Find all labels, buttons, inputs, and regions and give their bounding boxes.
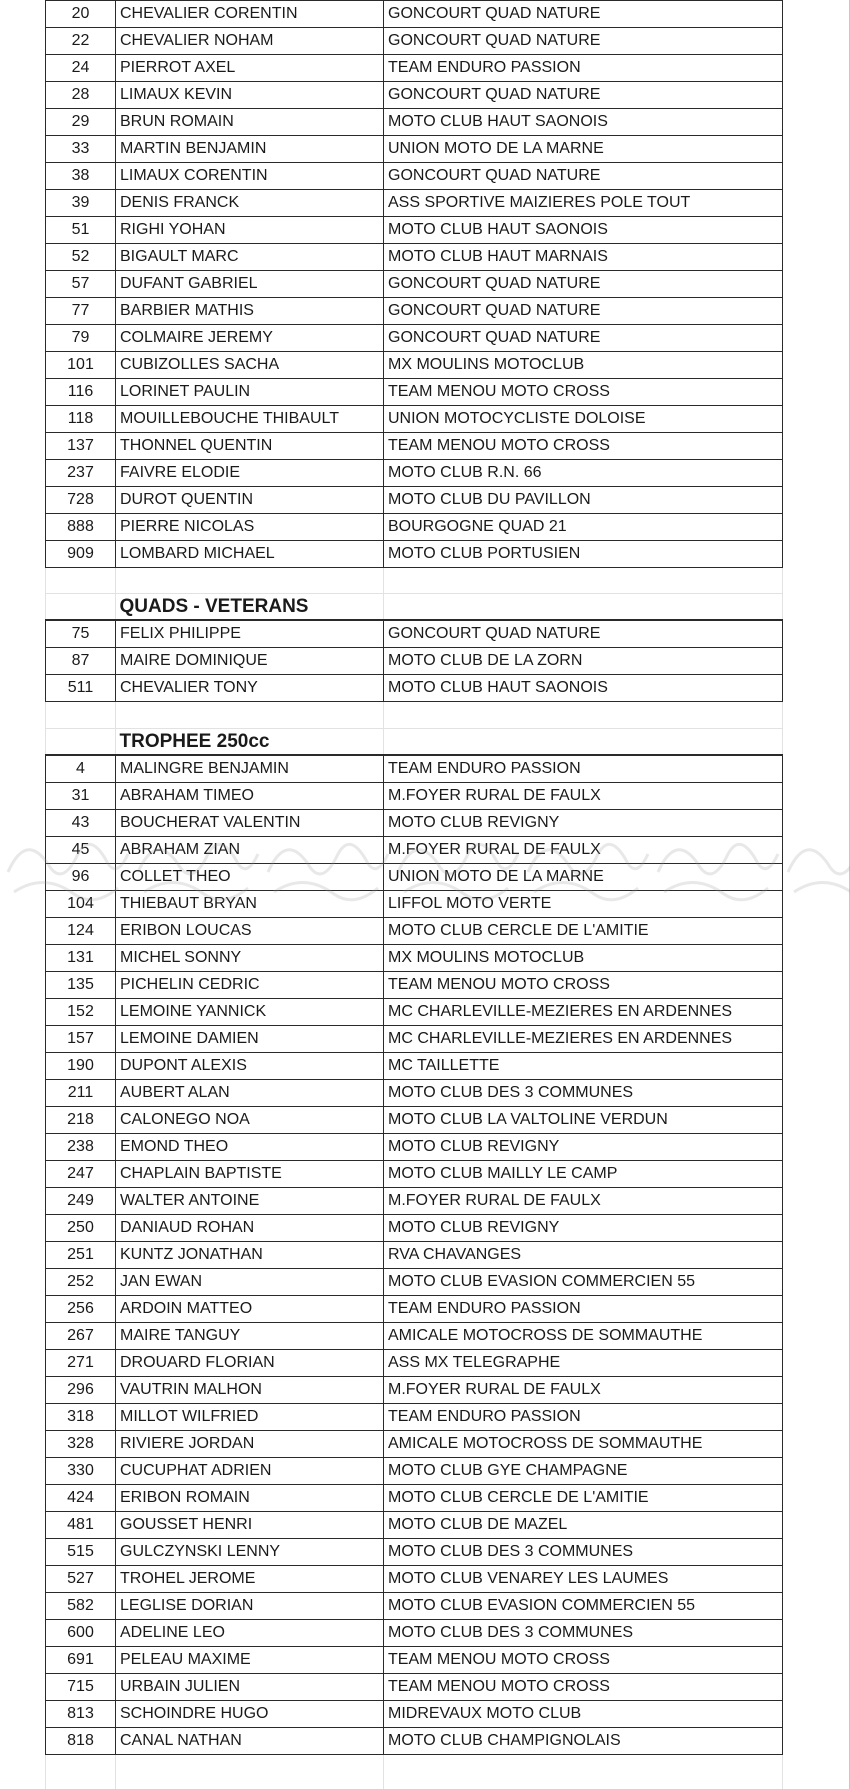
club-name-cell: TEAM MENOU MOTO CROSS [384, 433, 783, 460]
rider-number-cell: 527 [46, 1565, 116, 1592]
table-row [46, 1484, 783, 1511]
rider-name-cell: PIERROT AXEL [116, 55, 384, 82]
category-header-row [46, 594, 783, 620]
rider-number-cell: 249 [46, 1187, 116, 1214]
rider-name-cell: RIVIERE JORDAN [116, 1430, 384, 1457]
rider-name-cell: LIMAUX KEVIN [116, 82, 384, 109]
club-name-cell: MOTO CLUB DES 3 COMMUNES [384, 1619, 783, 1646]
table-row [46, 109, 783, 136]
table-row [46, 163, 783, 190]
rider-name-cell: MARTIN BENJAMIN [116, 136, 384, 163]
rider-number-cell: 252 [46, 1268, 116, 1295]
rider-name-cell: MOUILLEBOUCHE THIBAULT [116, 406, 384, 433]
rider-number-cell: 118 [46, 406, 116, 433]
rider-name-cell: LEMOINE YANNICK [116, 998, 384, 1025]
rider-number-cell: 271 [46, 1349, 116, 1376]
rider-name-cell: URBAIN JULIEN [116, 1673, 384, 1700]
rider-number-cell: 715 [46, 1673, 116, 1700]
rider-name-cell: BARBIER MATHIS [116, 298, 384, 325]
rider-name-cell: KUNTZ JONATHAN [116, 1241, 384, 1268]
club-name-cell: MOTO CLUB VENAREY LES LAUMES [384, 1565, 783, 1592]
rider-name-cell: ERIBON LOUCAS [116, 917, 384, 944]
club-name-cell: GONCOURT QUAD NATURE [384, 82, 783, 109]
rider-name-cell: MILLOT WILFRIED [116, 1403, 384, 1430]
rider-name-cell: RIGHI YOHAN [116, 217, 384, 244]
rider-number-cell: 247 [46, 1160, 116, 1187]
rider-number-cell: 75 [46, 620, 116, 648]
rider-number-cell: 728 [46, 487, 116, 514]
club-name-cell: MOTO CLUB EVASION COMMERCIEN 55 [384, 1268, 783, 1295]
rider-number-cell: 818 [46, 1727, 116, 1754]
table-row [46, 325, 783, 352]
rider-number-cell: 79 [46, 325, 116, 352]
rider-number-cell: 87 [46, 648, 116, 675]
table-row [46, 379, 783, 406]
table-row [46, 1241, 783, 1268]
table-row [46, 1457, 783, 1484]
club-name-cell: M.FOYER RURAL DE FAULX [384, 1376, 783, 1403]
table-row [46, 1214, 783, 1241]
table-row [46, 136, 783, 163]
table-row [46, 1133, 783, 1160]
club-name-cell: MC CHARLEVILLE-MEZIERES EN ARDENNES [384, 1025, 783, 1052]
rider-name-cell: CHAPLAIN BAPTISTE [116, 1160, 384, 1187]
club-name-cell: MOTO CLUB REVIGNY [384, 1214, 783, 1241]
rider-name-cell: BRUN ROMAIN [116, 109, 384, 136]
rider-name-cell: CUCUPHAT ADRIEN [116, 1457, 384, 1484]
rider-number-cell: 515 [46, 1538, 116, 1565]
rider-number-cell: 511 [46, 675, 116, 702]
rider-name-cell: SCHOINDRE HUGO [116, 1700, 384, 1727]
rider-number-cell: 24 [46, 55, 116, 82]
table-row [46, 541, 783, 568]
rider-name-cell: MALINGRE BENJAMIN [116, 755, 384, 783]
rider-number-cell: 251 [46, 1241, 116, 1268]
table-row [46, 1160, 783, 1187]
category-title: QUADS - VETERANS [116, 594, 384, 620]
rider-number-cell: 4 [46, 755, 116, 783]
rider-name-cell: COLLET THEO [116, 863, 384, 890]
table-row [46, 271, 783, 298]
table-row [46, 28, 783, 55]
empty-cell [46, 568, 116, 594]
rider-name-cell: CHEVALIER TONY [116, 675, 384, 702]
rider-name-cell: AUBERT ALAN [116, 1079, 384, 1106]
rider-name-cell: ABRAHAM ZIAN [116, 836, 384, 863]
empty-cell [46, 594, 116, 620]
club-name-cell: MOTO CLUB GYE CHAMPAGNE [384, 1457, 783, 1484]
rider-name-cell: BIGAULT MARC [116, 244, 384, 271]
rider-number-cell: 691 [46, 1646, 116, 1673]
rider-name-cell: LEMOINE DAMIEN [116, 1025, 384, 1052]
rider-name-cell: THONNEL QUENTIN [116, 433, 384, 460]
table-row [46, 1673, 783, 1700]
rider-name-cell: ABRAHAM TIMEO [116, 782, 384, 809]
rider-name-cell: ERIBON ROMAIN [116, 1484, 384, 1511]
rider-number-cell: 43 [46, 809, 116, 836]
rider-number-cell: 20 [46, 1, 116, 28]
club-name-cell: MX MOULINS MOTOCLUB [384, 944, 783, 971]
table-row [46, 809, 783, 836]
club-name-cell: M.FOYER RURAL DE FAULX [384, 836, 783, 863]
category-title: TROPHEE 250cc [116, 728, 384, 754]
rider-name-cell: MICHEL SONNY [116, 944, 384, 971]
table-row [46, 1106, 783, 1133]
club-name-cell: ASS MX TELEGRAPHE [384, 1349, 783, 1376]
rider-name-cell: LORINET PAULIN [116, 379, 384, 406]
club-name-cell: AMICALE MOTOCROSS DE SOMMAUTHE [384, 1322, 783, 1349]
rider-number-cell: 45 [46, 836, 116, 863]
club-name-cell: LIFFOL MOTO VERTE [384, 890, 783, 917]
club-name-cell: MOTO CLUB HAUT SAONOIS [384, 217, 783, 244]
table-row [46, 944, 783, 971]
rider-name-cell: DUPONT ALEXIS [116, 1052, 384, 1079]
table-row [46, 620, 783, 648]
rider-name-cell: CHEVALIER NOHAM [116, 28, 384, 55]
table-row [46, 782, 783, 809]
rider-number-cell: 256 [46, 1295, 116, 1322]
rider-number-cell: 600 [46, 1619, 116, 1646]
rider-number-cell: 190 [46, 1052, 116, 1079]
empty-cell [384, 594, 783, 620]
rider-name-cell: FAIVRE ELODIE [116, 460, 384, 487]
rider-number-cell: 28 [46, 82, 116, 109]
table-row [46, 298, 783, 325]
rider-number-cell: 124 [46, 917, 116, 944]
empty-cell [46, 702, 116, 728]
table-row [46, 1538, 783, 1565]
rider-number-cell: 57 [46, 271, 116, 298]
club-name-cell: TEAM MENOU MOTO CROSS [384, 1673, 783, 1700]
table-row [46, 217, 783, 244]
rider-name-cell: PELEAU MAXIME [116, 1646, 384, 1673]
rider-name-cell: EMOND THEO [116, 1133, 384, 1160]
club-name-cell: TEAM MENOU MOTO CROSS [384, 1646, 783, 1673]
table-row [46, 487, 783, 514]
club-name-cell: GONCOURT QUAD NATURE [384, 271, 783, 298]
club-name-cell: MOTO CLUB REVIGNY [384, 809, 783, 836]
rider-number-cell: 38 [46, 163, 116, 190]
table-row [46, 836, 783, 863]
club-name-cell: TEAM MENOU MOTO CROSS [384, 379, 783, 406]
table-row [46, 460, 783, 487]
watermark-swirl [788, 844, 850, 899]
table-row [46, 675, 783, 702]
rider-number-cell: 135 [46, 971, 116, 998]
rider-name-cell: PICHELIN CEDRIC [116, 971, 384, 998]
rider-number-cell: 137 [46, 433, 116, 460]
table-row [46, 1349, 783, 1376]
table-row [46, 514, 783, 541]
table-row [46, 1430, 783, 1457]
club-name-cell: RVA CHAVANGES [384, 1241, 783, 1268]
empty-cell [116, 568, 384, 594]
table-row [46, 1052, 783, 1079]
club-name-cell: MOTO CLUB DES 3 COMMUNES [384, 1079, 783, 1106]
empty-cell [46, 728, 116, 754]
club-name-cell: MOTO CLUB HAUT SAONOIS [384, 675, 783, 702]
rider-name-cell: CANAL NATHAN [116, 1727, 384, 1754]
club-name-cell: BOURGOGNE QUAD 21 [384, 514, 783, 541]
rider-number-cell: 96 [46, 863, 116, 890]
table-row [46, 1727, 783, 1754]
club-name-cell: MOTO CLUB DE MAZEL [384, 1511, 783, 1538]
rider-name-cell: MAIRE TANGUY [116, 1322, 384, 1349]
club-name-cell: MC TAILLETTE [384, 1052, 783, 1079]
club-name-cell: TEAM ENDURO PASSION [384, 55, 783, 82]
rider-name-cell: TROHEL JEROME [116, 1565, 384, 1592]
table-row [46, 82, 783, 109]
table-row [46, 1565, 783, 1592]
club-name-cell: MOTO CLUB HAUT MARNAIS [384, 244, 783, 271]
empty-cell [384, 568, 783, 594]
club-name-cell: TEAM MENOU MOTO CROSS [384, 971, 783, 998]
rider-number-cell: 237 [46, 460, 116, 487]
rider-name-cell: DENIS FRANCK [116, 190, 384, 217]
rider-number-cell: 29 [46, 109, 116, 136]
table-row [46, 433, 783, 460]
table-row [46, 648, 783, 675]
rider-name-cell: ARDOIN MATTEO [116, 1295, 384, 1322]
rider-name-cell: VAUTRIN MALHON [116, 1376, 384, 1403]
club-name-cell: GONCOURT QUAD NATURE [384, 163, 783, 190]
table-row [46, 406, 783, 433]
rider-name-cell: FELIX PHILIPPE [116, 620, 384, 648]
table-row [46, 1187, 783, 1214]
rider-number-cell: 328 [46, 1430, 116, 1457]
rider-number-cell: 152 [46, 998, 116, 1025]
table-row [46, 1295, 783, 1322]
club-name-cell: MOTO CLUB LA VALTOLINE VERDUN [384, 1106, 783, 1133]
rider-name-cell: DUROT QUENTIN [116, 487, 384, 514]
rider-name-cell: ADELINE LEO [116, 1619, 384, 1646]
rider-number-cell: 33 [46, 136, 116, 163]
table-row [46, 917, 783, 944]
rider-number-cell: 211 [46, 1079, 116, 1106]
club-name-cell: MOTO CLUB DES 3 COMMUNES [384, 1538, 783, 1565]
rider-number-cell: 330 [46, 1457, 116, 1484]
blank-row [46, 702, 783, 728]
club-name-cell: TEAM ENDURO PASSION [384, 1403, 783, 1430]
rider-number-cell: 101 [46, 352, 116, 379]
rider-name-cell: LEGLISE DORIAN [116, 1592, 384, 1619]
club-name-cell: GONCOURT QUAD NATURE [384, 325, 783, 352]
table-row [46, 55, 783, 82]
club-name-cell: MOTO CLUB REVIGNY [384, 1133, 783, 1160]
club-name-cell: MOTO CLUB DU PAVILLON [384, 487, 783, 514]
rider-number-cell: 218 [46, 1106, 116, 1133]
table-row [46, 1511, 783, 1538]
club-name-cell: M.FOYER RURAL DE FAULX [384, 1187, 783, 1214]
rider-name-cell: DROUARD FLORIAN [116, 1349, 384, 1376]
rider-name-cell: CHEVALIER CORENTIN [116, 1, 384, 28]
empty-cell [384, 702, 783, 728]
club-name-cell: UNION MOTOCYCLISTE DOLOISE [384, 406, 783, 433]
rider-number-cell: 296 [46, 1376, 116, 1403]
club-name-cell: MOTO CLUB CHAMPIGNOLAIS [384, 1727, 783, 1754]
rider-name-cell: WALTER ANTOINE [116, 1187, 384, 1214]
rider-name-cell: THIEBAUT BRYAN [116, 890, 384, 917]
table-row [46, 1700, 783, 1727]
table-row [46, 190, 783, 217]
table-row [46, 890, 783, 917]
rider-name-cell: CUBIZOLLES SACHA [116, 352, 384, 379]
rider-name-cell: LIMAUX CORENTIN [116, 163, 384, 190]
table-row [46, 1322, 783, 1349]
rider-name-cell: BOUCHERAT VALENTIN [116, 809, 384, 836]
rider-number-cell: 22 [46, 28, 116, 55]
club-name-cell: UNION MOTO DE LA MARNE [384, 863, 783, 890]
rider-number-cell: 157 [46, 1025, 116, 1052]
club-name-cell: GONCOURT QUAD NATURE [384, 620, 783, 648]
rider-name-cell: CALONEGO NOA [116, 1106, 384, 1133]
club-name-cell: MOTO CLUB EVASION COMMERCIEN 55 [384, 1592, 783, 1619]
rider-number-cell: 813 [46, 1700, 116, 1727]
table-row [46, 1376, 783, 1403]
rider-number-cell: 52 [46, 244, 116, 271]
rider-number-cell: 888 [46, 514, 116, 541]
table-row [46, 1619, 783, 1646]
rider-number-cell: 267 [46, 1322, 116, 1349]
rider-number-cell: 481 [46, 1511, 116, 1538]
table-row [46, 755, 783, 783]
rider-name-cell: MAIRE DOMINIQUE [116, 648, 384, 675]
rider-name-cell: GOUSSET HENRI [116, 1511, 384, 1538]
table-row [46, 1403, 783, 1430]
rider-number-cell: 116 [46, 379, 116, 406]
rider-number-cell: 39 [46, 190, 116, 217]
rider-number-cell: 31 [46, 782, 116, 809]
entry-list-table [45, 0, 783, 1755]
table-row [46, 1079, 783, 1106]
table-row [46, 863, 783, 890]
rider-number-cell: 582 [46, 1592, 116, 1619]
table-row [46, 1646, 783, 1673]
table-row [46, 971, 783, 998]
rider-name-cell: DUFANT GABRIEL [116, 271, 384, 298]
club-name-cell: MOTO CLUB DE LA ZORN [384, 648, 783, 675]
rider-number-cell: 909 [46, 541, 116, 568]
rider-number-cell: 318 [46, 1403, 116, 1430]
table-row [46, 352, 783, 379]
table-row [46, 1, 783, 28]
club-name-cell: MC CHARLEVILLE-MEZIERES EN ARDENNES [384, 998, 783, 1025]
club-name-cell: ASS SPORTIVE MAIZIERES POLE TOUT [384, 190, 783, 217]
rider-number-cell: 131 [46, 944, 116, 971]
club-name-cell: MIDREVAUX MOTO CLUB [384, 1700, 783, 1727]
club-name-cell: MOTO CLUB PORTUSIEN [384, 541, 783, 568]
club-name-cell: TEAM ENDURO PASSION [384, 1295, 783, 1322]
club-name-cell: GONCOURT QUAD NATURE [384, 28, 783, 55]
table-row [46, 244, 783, 271]
club-name-cell: MOTO CLUB CERCLE DE L'AMITIE [384, 1484, 783, 1511]
club-name-cell: GONCOURT QUAD NATURE [384, 298, 783, 325]
rider-number-cell: 51 [46, 217, 116, 244]
rider-name-cell: LOMBARD MICHAEL [116, 541, 384, 568]
entry-list-body [46, 1, 783, 1755]
empty-cell [116, 702, 384, 728]
table-row [46, 1268, 783, 1295]
club-name-cell: MOTO CLUB R.N. 66 [384, 460, 783, 487]
club-name-cell: MOTO CLUB MAILLY LE CAMP [384, 1160, 783, 1187]
club-name-cell: AMICALE MOTOCROSS DE SOMMAUTHE [384, 1430, 783, 1457]
rider-number-cell: 424 [46, 1484, 116, 1511]
club-name-cell: MX MOULINS MOTOCLUB [384, 352, 783, 379]
empty-cell [384, 728, 783, 754]
club-name-cell: GONCOURT QUAD NATURE [384, 1, 783, 28]
rider-name-cell: DANIAUD ROHAN [116, 1214, 384, 1241]
rider-number-cell: 104 [46, 890, 116, 917]
club-name-cell: TEAM ENDURO PASSION [384, 755, 783, 783]
club-name-cell: MOTO CLUB CERCLE DE L'AMITIE [384, 917, 783, 944]
rider-name-cell: COLMAIRE JEREMY [116, 325, 384, 352]
table-row [46, 1025, 783, 1052]
rider-number-cell: 238 [46, 1133, 116, 1160]
club-name-cell: M.FOYER RURAL DE FAULX [384, 782, 783, 809]
blank-row [46, 568, 783, 594]
rider-name-cell: PIERRE NICOLAS [116, 514, 384, 541]
category-header-row [46, 728, 783, 754]
rider-name-cell: JAN EWAN [116, 1268, 384, 1295]
table-row [46, 998, 783, 1025]
table-row [46, 1592, 783, 1619]
rider-number-cell: 77 [46, 298, 116, 325]
rider-name-cell: GULCZYNSKI LENNY [116, 1538, 384, 1565]
rider-number-cell: 250 [46, 1214, 116, 1241]
club-name-cell: MOTO CLUB HAUT SAONOIS [384, 109, 783, 136]
club-name-cell: UNION MOTO DE LA MARNE [384, 136, 783, 163]
